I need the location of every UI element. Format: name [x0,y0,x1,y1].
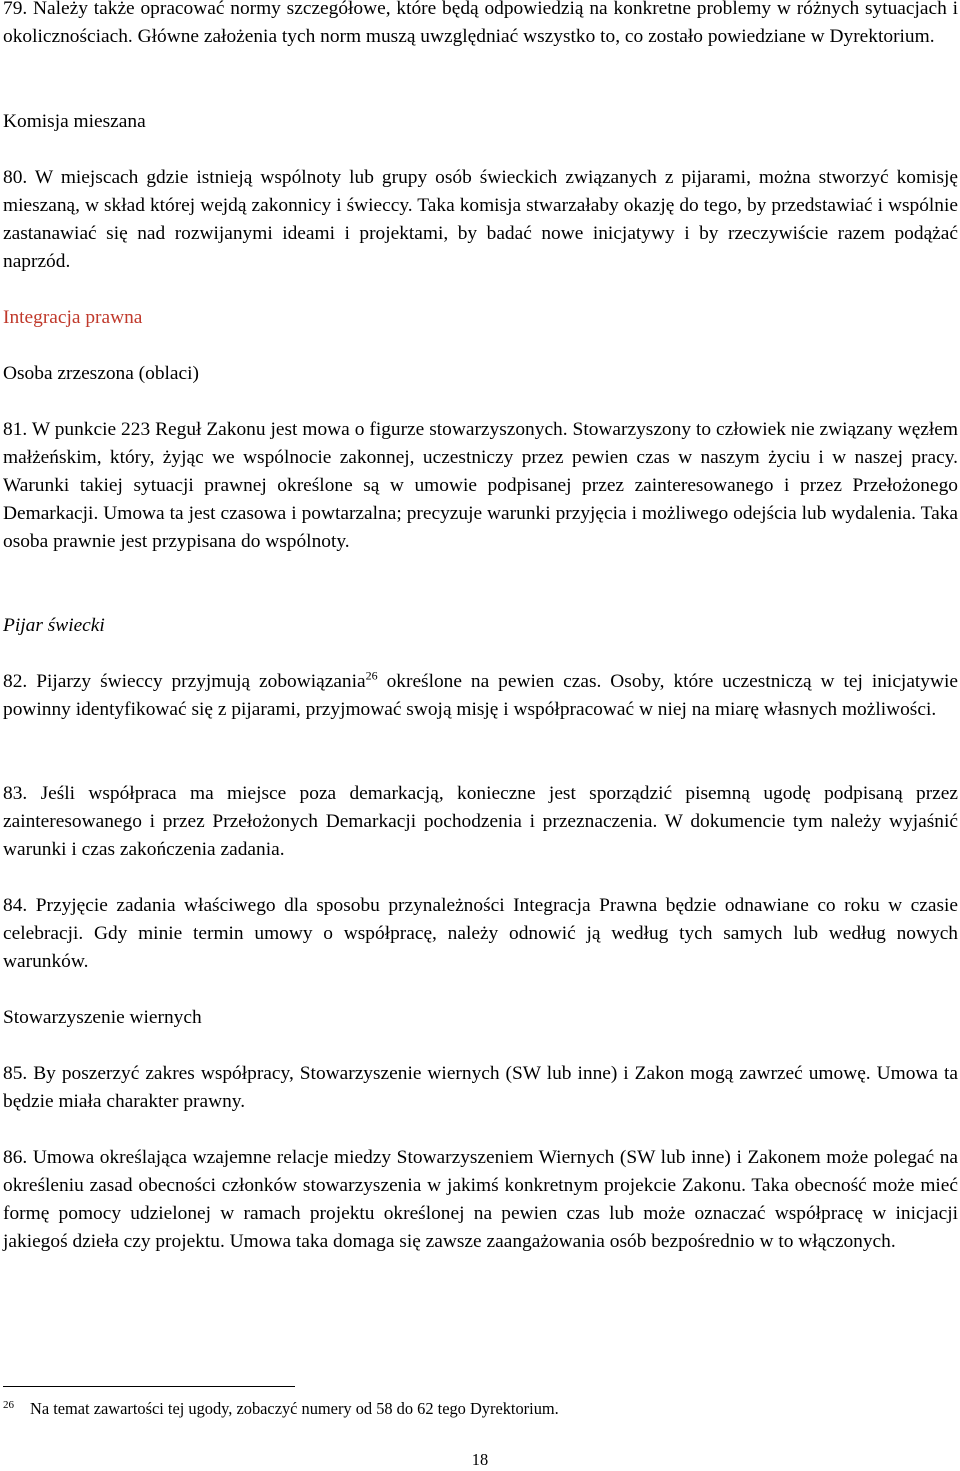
heading-integracja-prawna: Integracja prawna [3,307,143,328]
paragraph-79: 79. Należy także opracować normy szczegółowe, które będą odpowiedzią na konkretne problemy w różnych sytuacjach i okolicznościach. Główne założenia tych norm muszą uwzględniać wszystko to, co zostało powiedziane w Dyrektorium. [3,0,958,47]
footnote-number: 26 [3,1398,14,1411]
paragraph-83: 83. Jeśli współpraca ma miejsce poza demarkacją, konieczne jest sporządzić pisemną ugodę podpisaną przez zainteresowanego i przez Przełożonych Demarkacji pochodzenia i przeznaczenia. W dokumencie tym należy wyjaśnić warunki i czas zakończenia zadania. [3,783,958,860]
paragraph-81: 81. W punkcie 223 Reguł Zakonu jest mowa o figurze stowarzyszonych. Stowarzyszony to człowiek nie związany węzłem małżeńskim, który, żyjąc we wspólnocie zakonnej, uczestniczy przez pewien czas w naszym życiu i w naszej pracy. Warunki takiej sytuacji prawnej określone są w umowie podpisanej przez zainteresowanego i przez Przełożonego Demarkacji. Umowa ta jest czasowa i powtarzalna; precyzuje warunki przyjęcia i możliwego odejścia lub wydalenia. Taka osoba prawnie jest przypisana do wspólnoty. [3,419,958,552]
paragraph-82 [3,668,958,724]
paragraph-82-end: określone na pewien czas. Osoby, które uczestniczą w tej inicjatywie powinny identyfikować się z pijarami, przyjmować swoją misję i współpracować w niej na miarę własnych możliwości. [3,671,958,720]
heading-komisja-mieszana: Komisja mieszana [3,111,146,132]
paragraph-82-start: 82. Pijarzy świeccy przyjmują zobowiązania [3,671,366,692]
heading-osoba-zrzeszona: Osoba zrzeszona (oblaci) [3,363,199,384]
heading-pijar-swiecki: Pijar świecki [3,615,105,636]
footnote [3,1398,903,1420]
footnote-reference[interactable]: 26 [365,668,378,683]
page-number: 18 [471,1450,489,1469]
footnote-text: Na temat zawartości tej ugody, zobaczyć numery od 58 do 62 tego Dyrektorium. [30,1399,559,1418]
paragraph-85: 85. By poszerzyć zakres współpracy, Stowarzyszenie wiernych (SW lub inne) i Zakon mogą zawrzeć umowę. Umowa ta będzie miała charakter prawny. [3,1063,958,1112]
paragraph-86: 86. Umowa określająca wzajemne relacje miedzy Stowarzyszeniem Wiernych (SW lub inne) i Zakonem może polegać na określeniu zasad obecności członków stowarzyszenia w jakimś konkretnym projekcie Zakonu. Taka obecność może mieć formę pomocy udzielonej w ramach projektu określonej na pewien czas lub może oznaczać współpracę w inicjacji jakiegoś dzieła czy projektu. Umowa taka domaga się zawsze zaangażowania osób bezpośrednio w to włączonych. [3,1147,958,1252]
footnote-separator [3,1386,295,1387]
paragraph-80: 80. W miejscach gdzie istnieją wspólnoty lub grupy osób świeckich związanych z pijarami, można stworzyć komisję mieszaną, w skład której wejdą zakonnicy i świeccy. Taka komisja stwarzałaby okazję do tego, by przedstawiać i wspólnie zastanawiać się nad rozwijanymi ideami i projektami, by badać nowe inicjatywy i by rzeczywiście razem podążać naprzód. [3,167,958,272]
paragraph-84: 84. Przyjęcie zadania właściwego dla sposobu przynależności Integracja Prawna będzie odnawiane co roku w czasie celebracji. Gdy minie termin umowy o współpracę, należy odnowić ją według tych samych lub według nowych warunków. [3,895,958,972]
heading-stowarzyszenie-wiernych: Stowarzyszenie wiernych [3,1007,202,1028]
